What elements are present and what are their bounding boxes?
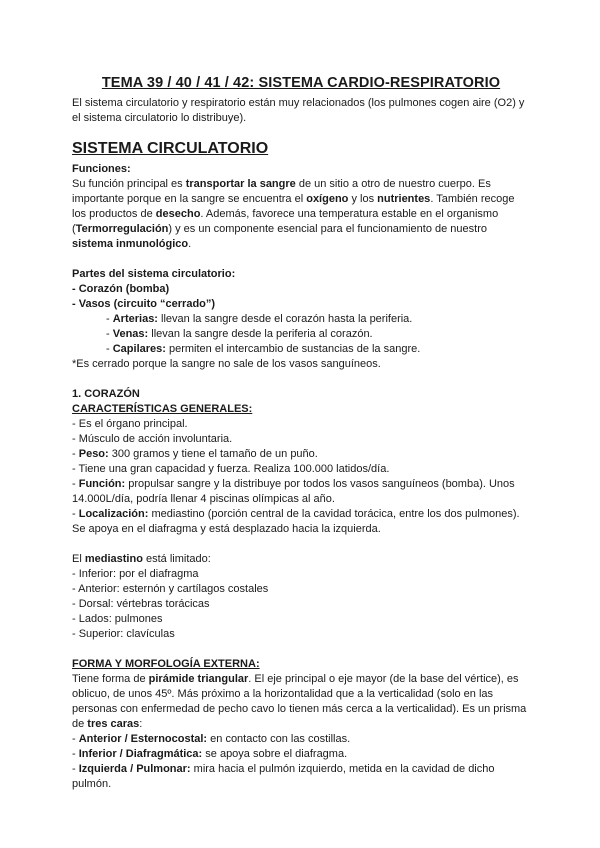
document-page: [72, 74, 530, 792]
forma-heading: FORMA Y MORFOLOGÍA EXTERNA:: [72, 658, 260, 670]
list-item-vasos: - Vasos (circuito “cerrado”): [72, 298, 216, 310]
list-item: - Inferior: por el diafragma: [72, 568, 199, 580]
list-item: - Peso: 300 gramos y tiene el tamaño de un puño.: [72, 448, 318, 460]
forma-paragraph: Tiene forma de pirámide triangular. El eje principal o eje mayor (de la base del vértice), es oblicuo, de unos 45º. Más próximo a la horizontalidad que a la verticalidad (solo en las personas con enfermedad de pecho cavo lo tienen más cerca a la verticalidad). Es un prisma de tres caras:: [72, 673, 527, 730]
list-item: - Músculo de acción involuntaria.: [72, 433, 233, 445]
list-item: - Anterior / Esternocostal: en contacto con las costillas.: [72, 733, 351, 745]
list-item: - Inferior / Diafragmática: se apoya sobre el diafragma.: [72, 748, 348, 760]
list-item-venas: - Venas: llevan la sangre desde la periferia al corazón.: [106, 328, 373, 340]
list-item: - Superior: clavículas: [72, 628, 175, 640]
list-item: - Dorsal: vértebras torácicas: [72, 598, 210, 610]
list-item-capilares: - Capilares: permiten el intercambio de sustancias de la sangre.: [106, 343, 421, 355]
list-item: - Izquierda / Pulmonar: mira hacia el pulmón izquierdo, metida en la cavidad de dicho pulmón.: [72, 763, 495, 790]
list-item: - Lados: pulmones: [72, 613, 163, 625]
funciones-paragraph: Su función principal es transportar la sangre de un sitio a otro de nuestro cuerpo. Es importante porque en la sangre se encuentra el oxígeno y los nutrientes. También recoge los productos de desecho. Además, favorece una temperatura estable en el organismo (Termorregulación) y es un componente esencial para el funcionamiento de nuestro sistema inmunológico.: [72, 178, 515, 250]
list-item-corazon: - Corazón (bomba): [72, 283, 170, 295]
list-item: - Localización: mediastino (porción central de la cavidad torácica, entre los dos pulmones). Se apoya en el diafragma y está desplazado hacia la izquierda.: [72, 508, 520, 535]
list-item: - Función: propulsar sangre y la distribuye por todos los vasos sanguíneos (bomba). Unos 14.000L/día, podría llenar 4 piscinas olímpicas al año.: [72, 478, 515, 505]
note-text: *Es cerrado porque la sangre no sale de los vasos sanguíneos.: [72, 358, 381, 370]
corazon-heading: 1. CORAZÓN: [72, 388, 140, 400]
document-title: TEMA 39 / 40 / 41 / 42: SISTEMA CARDIO-RESPIRATORIO: [101, 75, 501, 91]
list-item-arterias: - Arterias: llevan la sangre desde el corazón hasta la periferia.: [106, 313, 413, 325]
section-heading-circulatorio: SISTEMA CIRCULATORIO: [72, 140, 269, 157]
intro-paragraph: El sistema circulatorio y respiratorio están muy relacionados (los pulmones cogen aire (O2) y el sistema circulatorio lo distribuye).: [72, 97, 525, 124]
list-item: - Es el órgano principal.: [72, 418, 188, 430]
mediastino-intro: El mediastino está limitado:: [72, 553, 211, 565]
partes-label: Partes del sistema circulatorio:: [72, 268, 236, 280]
list-item: - Tiene una gran capacidad y fuerza. Realiza 100.000 latidos/día.: [72, 463, 390, 475]
caracteristicas-heading: CARACTERÍSTICAS GENERALES:: [72, 403, 253, 415]
list-item: - Anterior: esternón y cartílagos costales: [72, 583, 269, 595]
funciones-label: Funciones:: [72, 163, 131, 175]
